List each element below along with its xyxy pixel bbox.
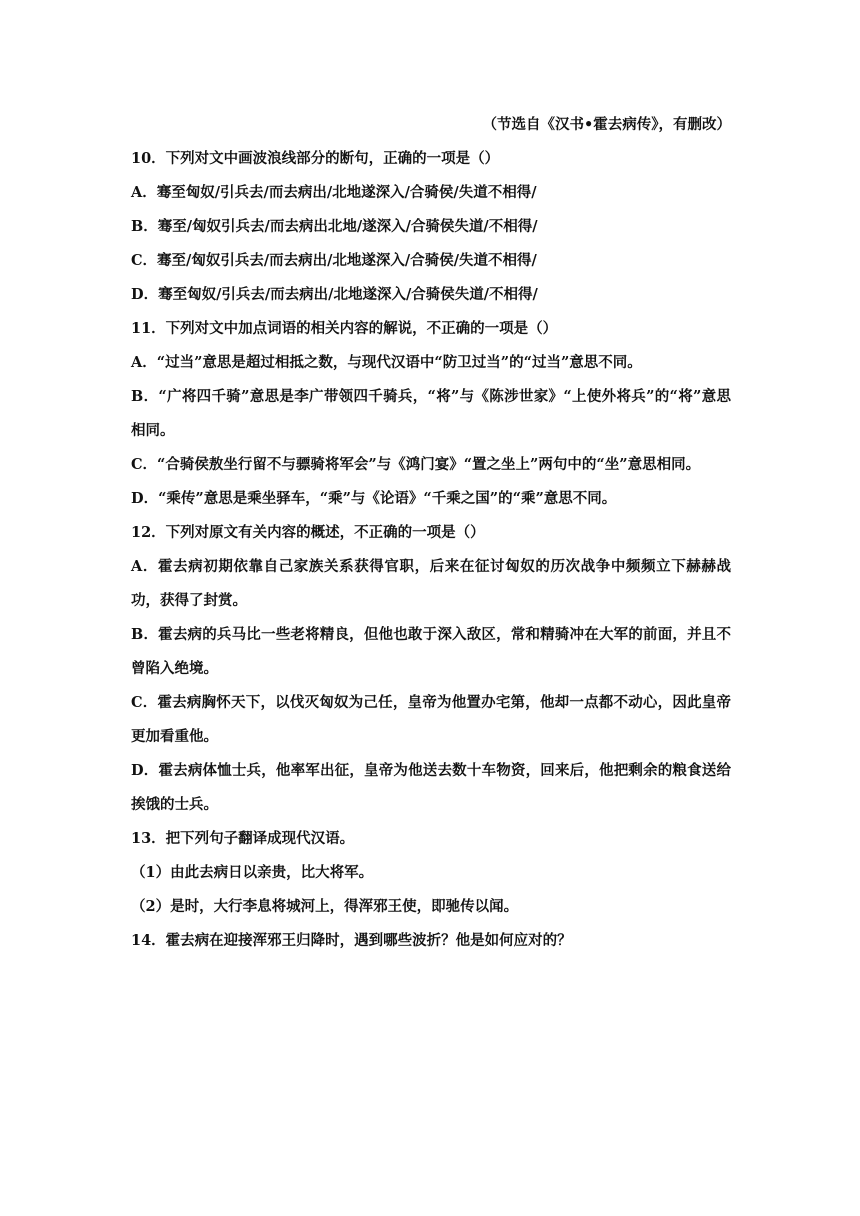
question-13-item-2: （2）是时，大行李息将城河上，得浑邪王使，即驰传以闻。: [131, 898, 519, 915]
question-12-option-c: C．霍去病胸怀天下，以伐灭匈奴为己任，皇帝为他置办宅第，他却一点都不动心，因此皇帝更加看重他。: [131, 694, 731, 745]
question-11-option-d: D．“乘传”意思是乘坐驿车，“乘”与《论语》“千乘之国”的“乘”意思不同。: [131, 490, 617, 507]
question-11-stem: 11．下列对文中加点词语的相关内容的解说，不正确的一项是（）: [131, 320, 558, 337]
question-11-option-c: C．“合骑侯敖坐行留不与骠骑将军会”与《鸿门宴》“置之坐上”两句中的“坐”意思相同。: [131, 456, 701, 473]
question-13-item-1: （1）由此去病日以亲贵，比大将军。: [131, 864, 374, 881]
question-12-option-d: D．霍去病体恤士兵，他率军出征，皇帝为他送去数十车物资，回来后，他把剩余的粮食送给挨饿的士兵。: [131, 762, 731, 813]
source-note: （节选自《汉书•霍去病传》，有删改）: [482, 116, 731, 133]
question-12-option-b: B．霍去病的兵马比一些老将精良，但他也敢于深入敌区，常和精骑冲在大军的前面，并且不曾陷入绝境。: [131, 626, 731, 677]
question-12-stem: 12．下列对原文有关内容的概述，不正确的一项是（）: [131, 524, 485, 541]
question-10-option-d: D．骞至匈奴/引兵去/而去病出/北地遂深入/合骑侯失道/不相得/: [131, 286, 538, 303]
question-10-option-c: C．骞至/匈奴引兵去/而去病出/北地遂深入/合骑侯/失道不相得/: [131, 252, 537, 269]
question-13-stem: 13．把下列句子翻译成现代汉语。: [131, 830, 355, 847]
question-11-option-b: B．“广将四千骑”意思是李广带领四千骑兵，“将”与《陈涉世家》“上使外将兵”的“将”意思相同。: [131, 388, 731, 439]
question-10-option-b: B．骞至/匈奴引兵去/而去病出北地/遂深入/合骑侯失道/不相得/: [131, 218, 538, 235]
question-11-option-a: A．“过当”意思是超过相抵之数，与现代汉语中“防卫过当”的“过当”意思不同。: [131, 354, 642, 371]
question-10-option-a: A．骞至匈奴/引兵去/而去病出/北地遂深入/合骑侯/失道不相得/: [131, 184, 537, 201]
question-10-stem: 10．下列对文中画波浪线部分的断句，正确的一项是（）: [131, 150, 500, 167]
question-12-option-a: A．霍去病初期依靠自己家族关系获得官职，后来在征讨匈奴的历次战争中频频立下赫赫战功，获得了封赏。: [131, 558, 731, 609]
question-14-stem: 14．霍去病在迎接浑邪王归降时，遇到哪些波折？他是如何应对的？: [131, 932, 572, 949]
document-content: [131, 108, 731, 958]
